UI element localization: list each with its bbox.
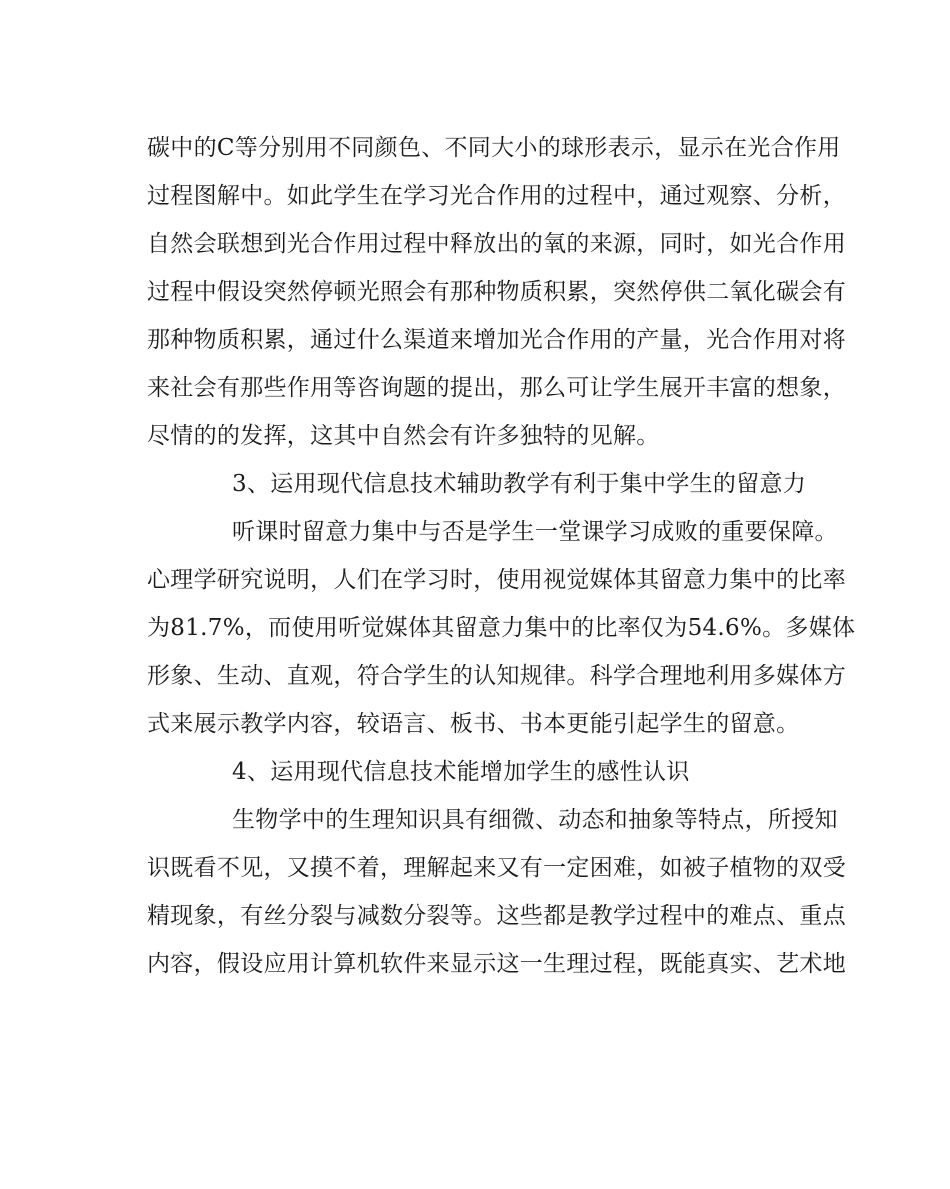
paragraph-line: 来社会有那些作用等咨询题的提出，那么可让学生展开丰富的想象， [147, 375, 846, 401]
paragraph-line: 形象、生动、直观，符合学生的认知规律。科学合理地利用多媒体方 [147, 663, 846, 689]
paragraph-line: 内容，假设应用计算机软件来显示这一生理过程，既能真实、艺术地 [147, 951, 846, 977]
paragraph-line: 式来展示教学内容，较语言、板书、书本更能引起学生的留意。 [147, 711, 800, 737]
paragraph-first-line: 听课时留意力集中与否是学生一堂课学习成败的重要保障。 [232, 519, 838, 545]
paragraph-line: 那种物质积累，通过什么渠道来增加光合作用的产量，光合作用对将 [147, 327, 846, 353]
paragraph-line: 过程图解中。如此学生在学习光合作用的过程中，通过观察、分析， [147, 183, 846, 209]
paragraph-line: 自然会联想到光合作用过程中释放出的氧的来源，同时，如光合作用 [147, 231, 846, 257]
paragraph-line: 心理学研究说明，人们在学习时，使用视觉媒体其留意力集中的比率 [147, 567, 846, 593]
section-heading-4: 4、运用现代信息技术能增加学生的感性认识 [232, 759, 690, 785]
paragraph-line: 过程中假设突然停顿光照会有那种物质积累，突然停供二氧化碳会有 [147, 279, 846, 305]
paragraph-line: 精现象，有丝分裂与减数分裂等。这些都是教学过程中的难点、重点 [147, 903, 846, 929]
paragraph-line: 为81.7%，而使用听觉媒体其留意力集中的比率仅为54.6%。多媒体 [147, 615, 856, 641]
paragraph-line: 尽情的的发挥，这其中自然会有许多独特的见解。 [147, 423, 660, 449]
paragraph-line: 识既看不见，又摸不着，理解起来又有一定困难，如被子植物的双受 [147, 855, 846, 881]
paragraph-line: 碳中的C等分别用不同颜色、不同大小的球形表示，显示在光合作用 [147, 135, 841, 161]
paragraph-first-line: 生物学中的生理知识具有细微、动态和抽象等特点，所授知 [232, 807, 838, 833]
section-heading-3: 3、运用现代信息技术辅助教学有利于集中学生的留意力 [232, 471, 807, 497]
